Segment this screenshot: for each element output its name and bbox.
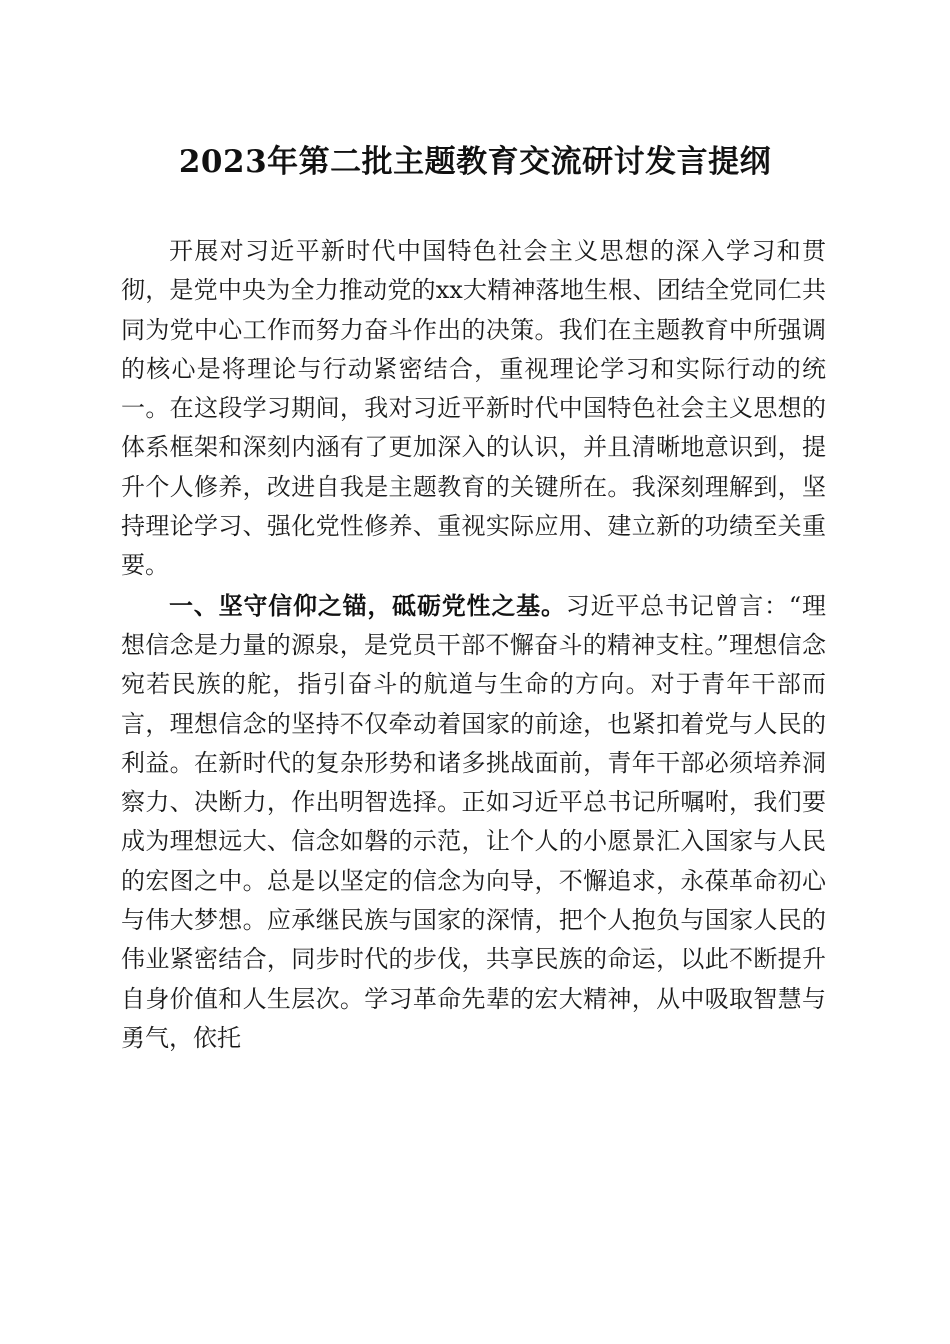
document-body	[121, 232, 826, 1058]
paragraph-intro	[121, 232, 826, 586]
section-one-heading: 一、坚守信仰之锚，砥砺党性之基。	[169, 590, 566, 620]
section-one-text: 习近平总书记曾言：“理想信念是力量的源泉，是党员干部不懈奋斗的精神支柱。”理想信念宛若民族的舵，指引奋斗的航道与生命的方向。对于青年干部而言，理想信念的坚持不仅牵动着国家的前途，也紧扣着党与人民的利益。在新时代的复杂形势和诸多挑战面前，青年干部必须培养洞察力、决断力，作出明智选择。正如习近平总书记所嘱咐，我们要成为理想远大、信念如磐的示范，让个人的小愿景汇入国家与人民的宏图之中。总是以坚定的信念为向导，不懈追求，永葆革命初心与伟大梦想。应承继民族与国家的深情，把个人抱负与国家人民的伟业紧密结合，同步时代的步伐，共享民族的命运，以此不断提升自身价值和人生层次。学习革命先辈的宏大精神，从中吸取智慧与勇气，依托	[121, 591, 826, 1052]
paragraph-intro-text: 开展对习近平新时代中国特色社会主义思想的深入学习和贯彻，是党中央为全力推动党的xx大精神落地生根、团结全党同仁共同为党中心工作而努力奋斗作出的决策。我们在主题教育中所强调的核心是将理论与行动紧密结合，重视理论学习和实际行动的统一。在这段学习期间，我对习近平新时代中国特色社会主义思想的体系框架和深刻内涵有了更加深入的认识，并且清晰地意识到，提升个人修养，改进自我是主题教育的关键所在。我深刻理解到，坚持理论学习、强化党性修养、重视实际应用、建立新的功绩至关重要。	[121, 237, 826, 580]
paragraph-section-one	[121, 586, 826, 1059]
document-title: 2023年第二批主题教育交流研讨发言提纲	[178, 144, 772, 180]
